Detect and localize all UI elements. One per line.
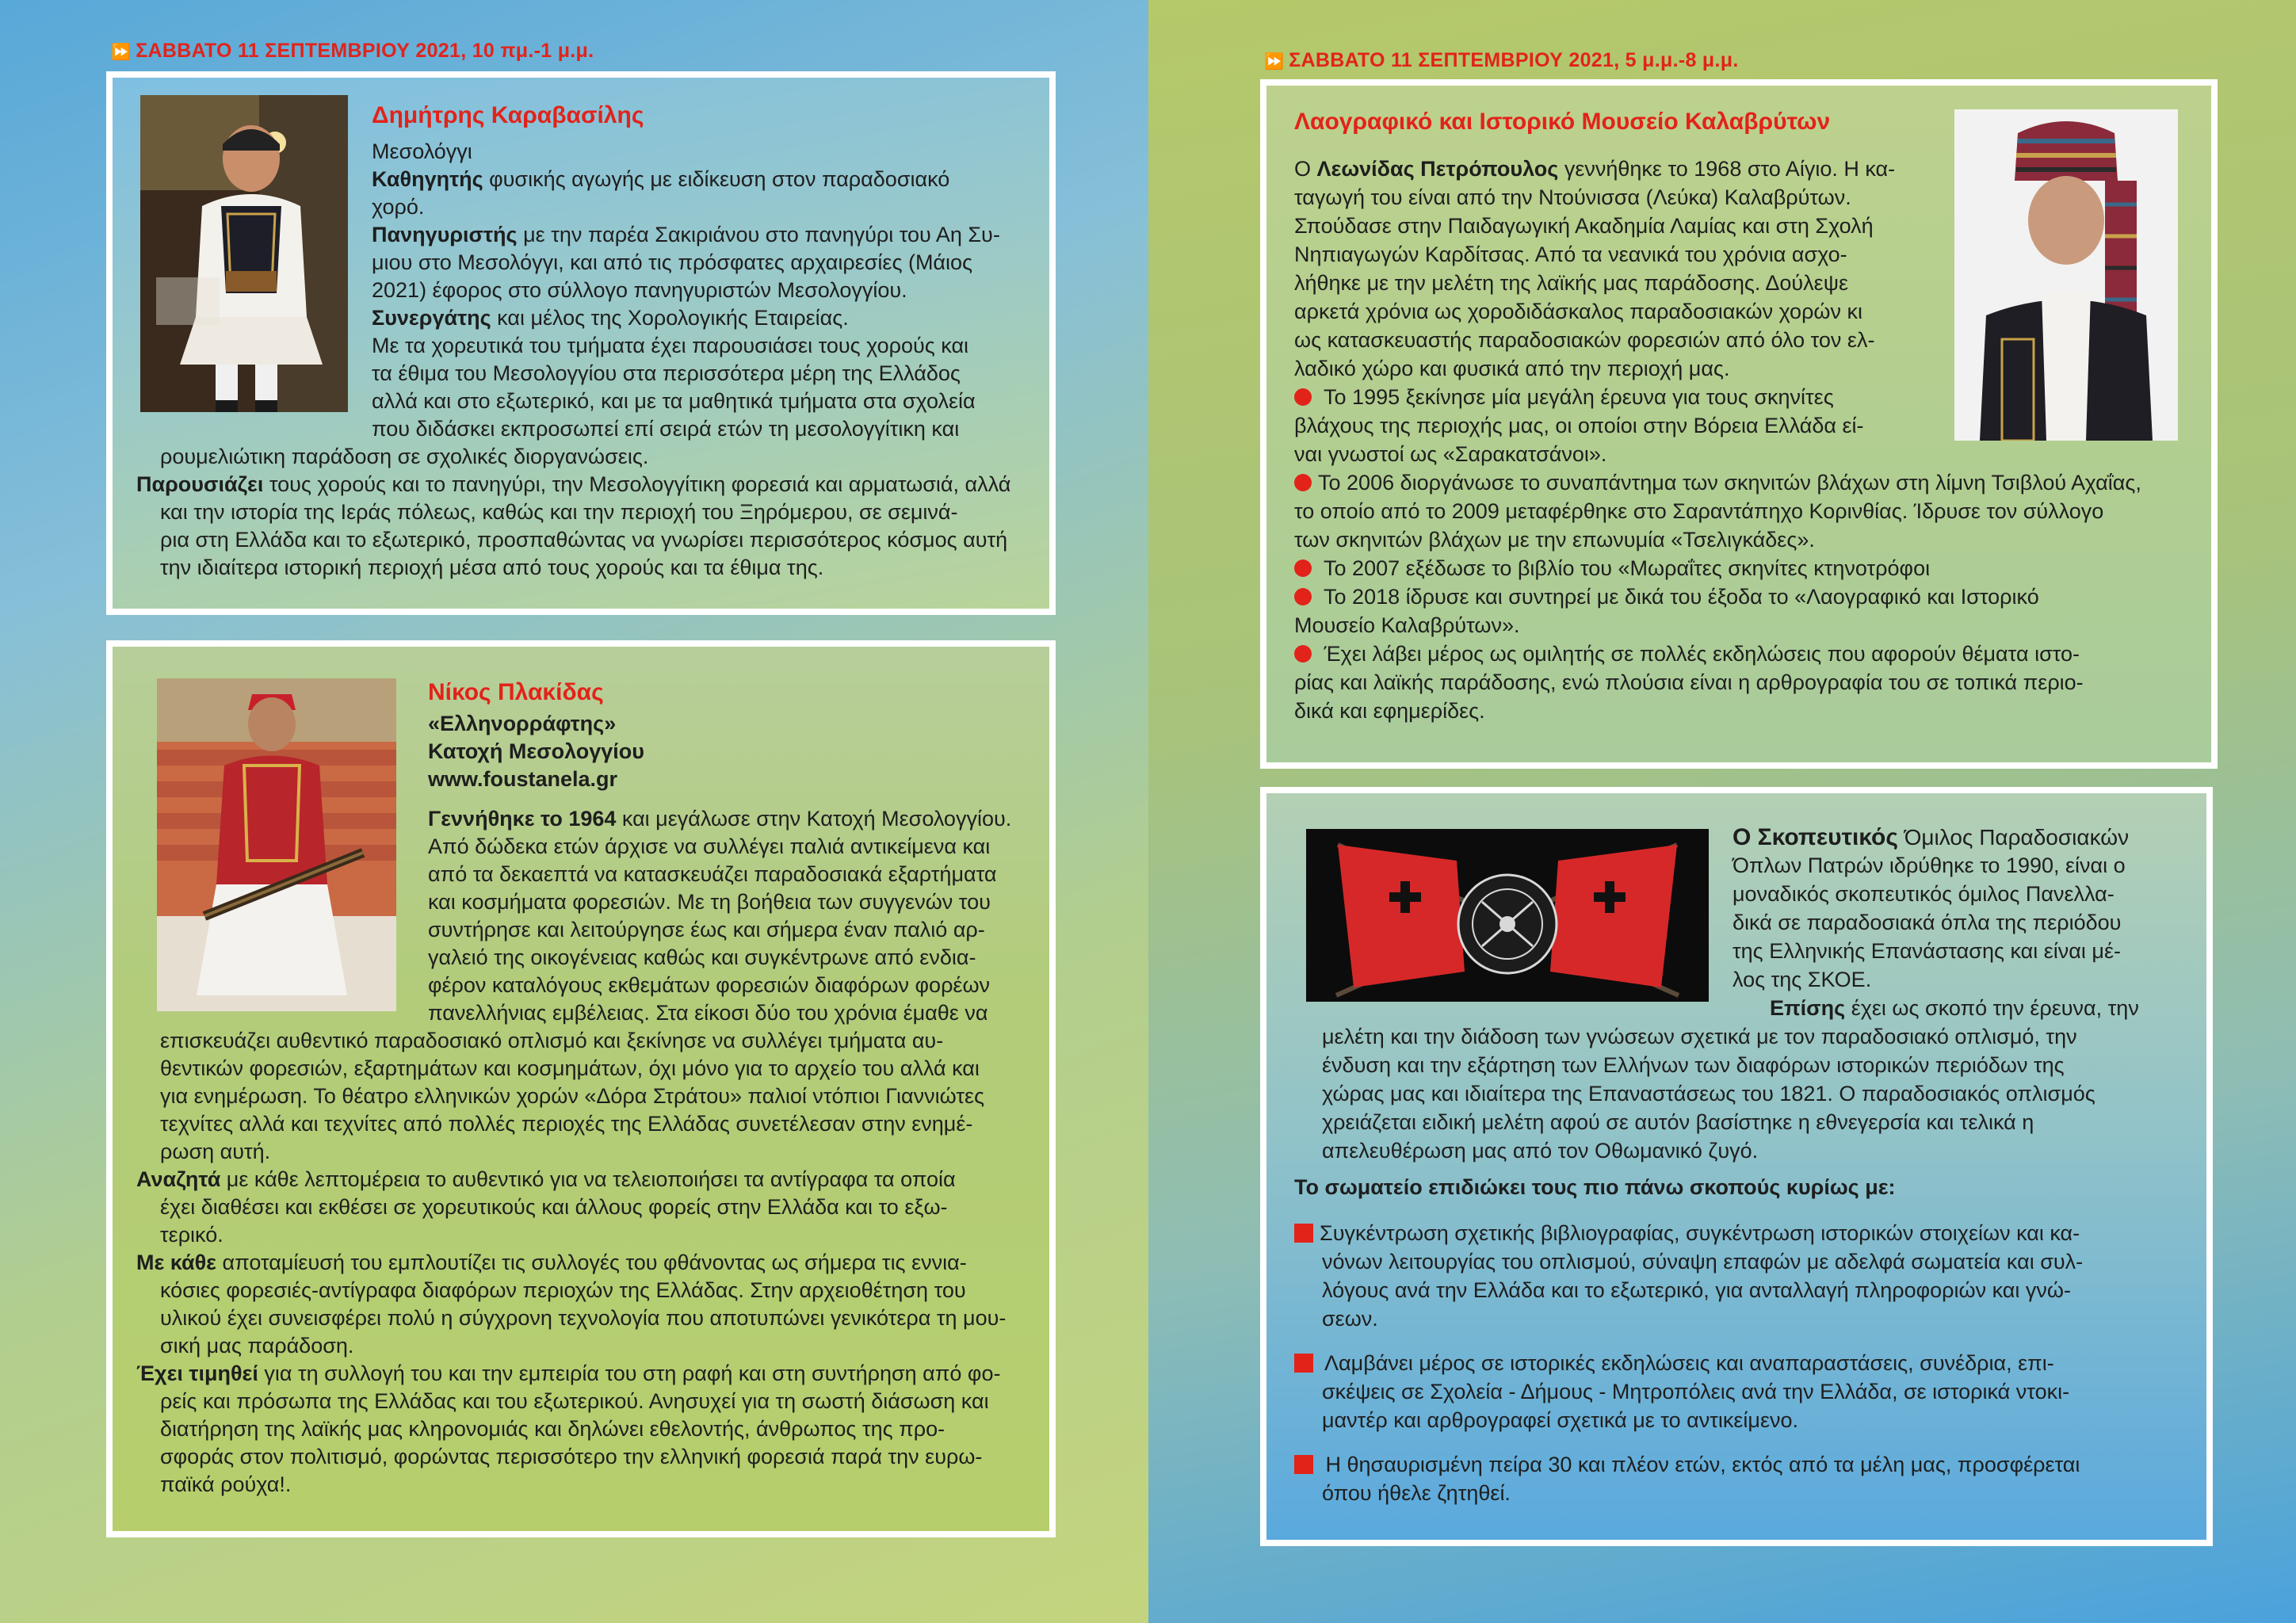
- club-body-line: ένδυση και την εξάρτηση των Ελλήνων των διαφόρων ιστορικών περιόδων της: [1322, 1053, 2065, 1077]
- bio1-line: αλλά και στο εξωτερικό, και με τα μαθητικά τμήματα στα σχολεία: [372, 389, 976, 413]
- red-square-bullet-icon: [1294, 1455, 1313, 1474]
- club-aim-line: όπου ήθελε ζητηθεί.: [1322, 1481, 1511, 1505]
- bio3-line: Ο Λεωνίδας Πετρόπουλος γεννήθηκε το 1968 στο Αίγιο. Η κα-: [1294, 157, 1896, 181]
- club-aim-line: σεων.: [1322, 1307, 1378, 1331]
- bio3-line: λήθηκε με την μελέτη της λαϊκής μας παράδοσης. Δούλεψε: [1294, 271, 1848, 295]
- bio1-line: Με τα χορευτικά του τμήματα έχει παρουσιάσει τους χορούς και: [372, 334, 969, 357]
- red-dot-bullet-icon: [1294, 474, 1312, 491]
- club-aims-heading: Το σωματείο επιδιώκει τους πιο πάνω σκοπούς κυρίως με:: [1294, 1175, 1896, 1199]
- bio2-line: Γεννήθηκε το 1964 και μεγάλωσε στην Κατοχή Μεσολογγίου.: [428, 807, 1012, 831]
- club-aim-item: Συγκέντρωση σχετικής βιβλιογραφίας, συγκέντρωση ιστορικών στοιχείων και κα-: [1294, 1220, 2080, 1248]
- club-body-line: χώρας μας και ιδιαίτερα της Επαναστάσεως του 1821. Ο παραδοσιακός οπλισμός: [1322, 1082, 2095, 1106]
- bio2-line: ρείς και πρόσωπα της Ελλάδας και του εξωτερικού. Ανησυχεί για τη σωστή διάσωση και: [160, 1389, 989, 1413]
- red-dot-bullet-icon: [1294, 559, 1312, 577]
- bio1-line: ρια στη Ελλάδα και το εξωτερικό, προσπαθώντας να γνωρίσει περισσότερος κόσμος αυτή: [160, 528, 1008, 552]
- red-dot-bullet-icon: [1294, 388, 1312, 406]
- club-intro-line: της Ελληνικής Επανάστασης και είναι μέ-: [1733, 939, 2121, 963]
- bio2-line: Από δώδεκα ετών άρχισε να συλλέγει παλιά αντικείμενα και: [428, 834, 991, 858]
- bio3-line: Νηπιαγωγών Καρδίτσας. Από τα νεανικά του χρόνια ασχο-: [1294, 242, 1847, 266]
- club-panel-shooting: [1260, 787, 2213, 1546]
- bio1-line: την ιδιαίτερα ιστορική περιοχή μέσα από τους χορούς και τα έθιμα της.: [160, 556, 824, 579]
- club-aim-item: Η θησαυρισμένη πείρα 30 και πλέον ετών, εκτός από τα μέλη μας, προσφέρεται: [1294, 1451, 2080, 1480]
- bio3-bullet-item: Έχει λάβει μέρος ως ομιλητής σε πολλές εκδηλώσεις που αφορούν θέματα ιστο-: [1294, 640, 2080, 669]
- bio2-line: και κοσμήματα φορεσιών. Με τη βοήθεια των συγγενών του: [428, 890, 991, 914]
- double-arrow-icon: ⏩: [1264, 53, 1285, 71]
- club-intro-line: Όπλων Πατρών ιδρύθηκε το 1990, είναι ο: [1733, 854, 2126, 877]
- bio2-subtitle: «Ελληνορράφτης»: [428, 712, 617, 735]
- right-date-header: ⏩ ΣΑΒΒΑΤΟ 11 ΣΕΠΤΕΜΒΡΙΟΥ 2021, 5 μ.μ.-8 μ.μ.: [1264, 49, 1739, 71]
- bio1-line: ρουμελιώτικη παράδοση σε σχολικές διοργανώσεις.: [160, 445, 649, 468]
- bio2-line: Έχει τιμηθεί για τη συλλογή του και την εμπειρία του στη ραφή και στη συντήρηση από φο-: [136, 1361, 1001, 1385]
- bio1-line: Παρουσιάζει τους χορούς και το πανηγύρι, την Μεσολογγίτικη φορεσιά και αρματωσιά, αλλά: [136, 472, 1011, 496]
- club-intro-line: δικά σε παραδοσιακά όπλα της περιόδου: [1733, 911, 2122, 934]
- bio3-line: αρκετά χρόνια ως χοροδιδάσκαλος παραδοσιακών χορών κι: [1294, 300, 1863, 323]
- bio2-line: φέρον καταλόγους εκθεμάτων φορεσιών διαφόρων φορέων: [428, 973, 991, 997]
- club-emblem-flags-image: [1306, 829, 1709, 1002]
- bio2-line: τεχνίτες αλλά και τεχνίτες από πολλές περιοχές της Ελλάδας συνετέλεσαν στην ενημέ-: [160, 1112, 973, 1136]
- double-arrow-icon: ⏩: [111, 44, 132, 61]
- bio3-line: των σκηνιτών βλάχων με την επωνυμία «Τσελιγκάδες».: [1294, 528, 1815, 552]
- bio3-line: ναι γνωστοί ως «Σαρακατσάνοι».: [1294, 442, 1607, 466]
- bio3-name: Λαογραφικό και Ιστορικό Μουσείο Καλαβρύτων: [1294, 109, 1831, 135]
- bio1-line: Καθηγητής φυσικής αγωγής με ειδίκευση στον παραδοσιακό: [372, 167, 950, 191]
- red-dot-bullet-icon: [1294, 588, 1312, 605]
- bio3-bullet-item: Το 2007 εξέδωσε το βιβλίο του «Μωραΐτες σκηνίτες κτηνοτρόφοι: [1294, 555, 1930, 583]
- club-aim-line: σκέψεις σε Σχολεία - Δήμους - Μητροπόλεις ανά την Ελλάδα, σε ιστορικά ντοκι-: [1322, 1380, 2070, 1403]
- left-date-header: ⏩ ΣΑΒΒΑΤΟ 11 ΣΕΠΤΕΜΒΡΙΟΥ 2021, 10 πμ.-1 μ.μ.: [111, 40, 594, 62]
- bio1-line: Συνεργάτης και μέλος της Χορολογικής Εταιρείας.: [372, 306, 849, 330]
- bio2-line: πανελλήνιας εμβέλειας. Στα είκοσι δύο του χρόνια έμαθε να: [428, 1001, 988, 1025]
- bio2-line: για ενημέρωση. Το θέατρο ελληνικών χορών «Δόρα Στράτου» παλιοί ντόπιοι Γιαννιώτες: [160, 1084, 985, 1108]
- bio3-line: ρίας και λαϊκής παράδοσης, ενώ πλούσια είναι η αρθρογραφία του σε τοπικά περιο-: [1294, 670, 2084, 694]
- bio2-line: Αναζητά με κάθε λεπτομέρεια το αυθεντικό για να τελειοποιήσει τα αντίγραφα τα οποία: [136, 1167, 956, 1191]
- club-intro-line: μοναδικός σκοπευτικός όμιλος Πανελλα-: [1733, 882, 2115, 906]
- red-square-bullet-icon: [1294, 1224, 1313, 1243]
- bio1-line: που διδάσκει εκπροσωπεί επί σειρά ετών τη μεσολογγίτικη και: [372, 417, 960, 441]
- bio2-line: σική μας παράδοση.: [160, 1334, 354, 1358]
- bio1-line: μιου στο Μεσολόγγι, και από τις πρόσφατες αρχαιρεσίες (Μάιος: [372, 250, 973, 274]
- bio3-line: το οποίο από το 2009 μεταφέρθηκε στο Σαραντάπηχο Κορινθίας. Ίδρυσε τον σύλλογο: [1294, 499, 2104, 523]
- bio3-bullet-item: Το 1995 ξεκίνησε μία μεγάλη έρευνα για τους σκηνίτες: [1294, 384, 1834, 412]
- club-aim-line: μαντέρ και αρθρογραφεί σχετικά με το αντικείμενο.: [1322, 1408, 1799, 1432]
- bio2-name: Νίκος Πλακίδας: [428, 679, 604, 705]
- bio1-line: χορό.: [372, 195, 425, 219]
- red-square-bullet-icon: [1294, 1354, 1313, 1373]
- bio3-line: δικά και εφημερίδες.: [1294, 699, 1485, 723]
- bio2-location: Κατοχή Μεσολογγίου: [428, 739, 645, 763]
- bio3-bullet-item: Το 2018 ίδρυσε και συντηρεί με δικά του έξοδα το «Λαογραφικό και Ιστορικό: [1294, 583, 2039, 612]
- bio1-line: Μεσολόγγι: [372, 139, 472, 163]
- bio1-name: Δημήτρης Καραβασίλης: [372, 102, 644, 128]
- red-dot-bullet-icon: [1294, 645, 1312, 663]
- bio2-line: υλικού έχει συνεισφέρει πολύ η σύγχρονη τεχνολογία που αποτυπώνει γενικότερα τη μου-: [160, 1306, 1007, 1330]
- bio3-line: ταγωγή του είναι από την Ντούνισσα (Λεύκα) Καλαβρύτων.: [1294, 185, 1851, 209]
- bio2-line: κόσιες φορεσιές-αντίγραφα διαφόρων περιοχών της Ελλάδας. Στην αρχειοθέτηση του: [160, 1278, 966, 1302]
- bio3-line: λαδικό χώρο και φυσικά από την περιοχή μας.: [1294, 357, 1730, 380]
- photo-plakidas: [157, 678, 396, 1011]
- club-intro-line: Επίσης έχει ως σκοπό την έρευνα, την: [1770, 996, 2139, 1020]
- club-aim-line: λόγους ανά την Ελλάδα και το εξωτερικό, για ανταλλαγή πληροφοριών και γνώ-: [1322, 1278, 2071, 1302]
- bio3-line: βλάχους της περιοχής μας, οι οποίοι στην Βόρεια Ελλάδα εί-: [1294, 414, 1864, 437]
- photo-karavasilis: [140, 95, 348, 412]
- bio1-line: Πανηγυριστής με την παρέα Σακιριάνου στο πανηγύρι του Αη Συ-: [372, 223, 1000, 246]
- bio2-line: επισκευάζει αυθεντικό παραδοσιακό οπλισμό και ξεκίνησε να συλλέγει τμήματα αυ-: [160, 1029, 944, 1052]
- bio2-website-link[interactable]: www.foustanela.gr: [428, 767, 618, 791]
- bio2-line: γαλειό της οικογένειας καθώς και συγκέντρωνε από ενδια-: [428, 945, 976, 969]
- photo-petropoulos: [1954, 109, 2178, 441]
- bio2-line: θεντικών φορεσιών, εξαρτημάτων και κοσμημάτων, όχι μόνο για το αρχείο του αλλά και: [160, 1056, 980, 1080]
- bio-panel-karavasilis: [106, 71, 1056, 615]
- bio2-line: από τα δεκαεπτά να κατασκευάζει παραδοσιακά εξαρτήματα: [428, 862, 997, 886]
- club-body-line: απελευθέρωση μας από τον Οθωμανικό ζυγό.: [1322, 1139, 1759, 1163]
- bio2-line: σφοράς στον πολιτισμό, φορώντας περισσότερο την ελληνική φορεσιά παρά την ευρω-: [160, 1445, 983, 1468]
- club-intro-line: λος της ΣΚΟΕ.: [1733, 968, 1872, 991]
- bio1-line: 2021) έφορος στο σύλλογο πανηγυριστών Μεσολογγίου.: [372, 278, 907, 302]
- club-intro-line: Ο Σκοπευτικός Όμιλος Παραδοσιακών: [1733, 824, 2130, 850]
- club-body-line: μελέτη και την διάδοση των γνώσεων σχετικά με τον παραδοσιακό οπλισμό, την: [1322, 1025, 2077, 1048]
- bio2-line: έχει διαθέσει και εκθέσει σε χορευτικούς και άλλους φορείς στην Ελλάδα και το εξω-: [160, 1195, 948, 1219]
- bio3-line: Σπούδασε στην Παιδαγωγική Ακαδημία Λαμίας και στη Σχολή: [1294, 214, 1874, 238]
- bio-panel-petropoulos: [1260, 79, 2218, 769]
- bio2-line: παϊκά ρούχα!.: [160, 1472, 292, 1496]
- bio-panel-plakidas: [106, 640, 1056, 1537]
- club-body-line: χρειάζεται ειδική μελέτη αφού σε αυτόν βασίστηκε η εθνεγερσία και τελικά η: [1322, 1110, 2034, 1134]
- bio3-bullet-item: Το 2006 διοργάνωσε το συναπάντημα των σκηνιτών βλάχων στη λίμνη Τσιβλού Αχαΐας,: [1294, 469, 2141, 498]
- bio2-line: ρωση αυτή.: [160, 1140, 271, 1163]
- bio2-line: διατήρηση της λαϊκής μας κληρονομιάς και δηλώνει εθελοντής, άνθρωπος της προ-: [160, 1417, 946, 1441]
- club-aim-line: νόνων λειτουργίας του οπλισμού, σύναψη επαφών με αδελφά σωματεία και συλ-: [1322, 1250, 2084, 1274]
- bio2-line: συντήρησε και λειτούργησε έως και σήμερα έναν παλιό αρ-: [428, 918, 985, 941]
- club-aim-item: Λαμβάνει μέρος σε ιστορικές εκδηλώσεις και αναπαραστάσεις, συνέδρια, επι-: [1294, 1350, 2054, 1378]
- bio3-line: Μουσείο Καλαβρύτων».: [1294, 613, 1520, 637]
- bio3-line: ως κατασκευαστής παραδοσιακών φορεσιών από όλο τον ελ-: [1294, 328, 1875, 352]
- bio1-line: τα έθιμα του Μεσολογγίου στα περισσότερα μέρη της Ελλάδος: [372, 361, 961, 385]
- bio1-line: και την ιστορία της Ιεράς πόλεως, καθώς και την περιοχή του Ξηρόμερου, σε σεμινά-: [160, 500, 958, 524]
- bio2-line: τερικό.: [160, 1223, 223, 1247]
- bio2-line: Με κάθε αποταμίευσή του εμπλουτίζει τις συλλογές του φθάνοντας ως σήμερα τις εννια-: [136, 1251, 967, 1274]
